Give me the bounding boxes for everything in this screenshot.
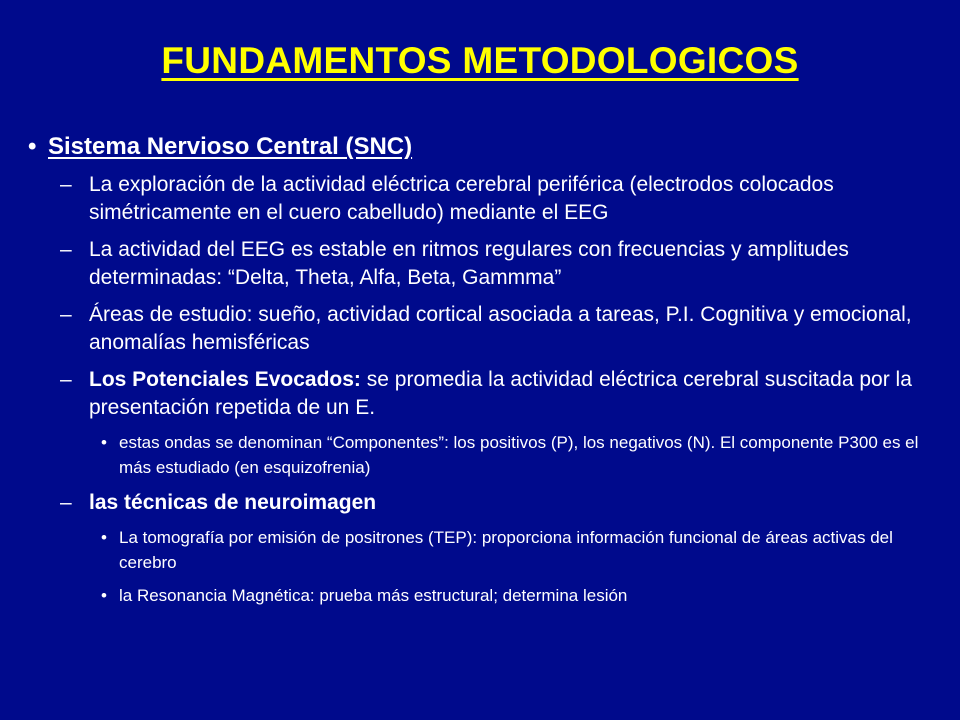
list-item-study-areas (60, 301, 948, 357)
list-item-eeg-rhythms (60, 236, 948, 292)
list-item-text: Áreas de estudio: sueño, actividad cortical asociada a tareas, P.I. Cognitiva y emocional, anomalías hemisféricas (89, 303, 912, 354)
list-item-eeg-exploration (60, 171, 948, 227)
sub-item-components (101, 430, 941, 480)
list-item-rest-text: se promedia la actividad eléctrica cerebral suscitada por la presentación repetida de un E. (89, 368, 912, 419)
dash-marker: – (60, 173, 72, 196)
slide-title: FUNDAMENTOS METODOLOGICOS (161, 40, 799, 81)
heading-bullet-item (28, 132, 948, 162)
list-item-text (89, 366, 948, 422)
bullet-marker: • (28, 133, 37, 160)
section-heading: Sistema Nervioso Central (SNC) (48, 133, 413, 160)
bold-term: Los Potenciales Evocados: (89, 368, 361, 391)
list-item-text: La actividad del EEG es estable en ritmos regulares con frecuencias y amplitudes determinadas: “Delta, Theta, Alfa, Beta, Gammma” (89, 238, 849, 289)
dash-marker: – (60, 368, 72, 391)
sub-item-tep (101, 525, 941, 575)
bullet-marker: • (101, 528, 107, 547)
list-item-neuroimaging (60, 489, 948, 517)
dash-marker: – (60, 491, 72, 514)
list-item-text (89, 489, 948, 517)
list-item-evoked-potentials (60, 366, 948, 422)
sub-item-text: estas ondas se denominan “Componentes”: los positivos (P), los negativos (N). El componente P300 es el más estudiado (en esquizofrenia) (119, 433, 919, 477)
dash-marker: – (60, 238, 72, 261)
sub-item-text: La tomografía por emisión de positrones (TEP): proporciona información funcional de áreas activas del cerebro (119, 528, 893, 572)
sub-item-text: la Resonancia Magnética: prueba más estructural; determina lesión (119, 586, 628, 605)
bullet-marker: • (101, 433, 107, 452)
sub-item-mri (101, 583, 941, 608)
bullet-marker: • (101, 586, 107, 605)
dash-marker: – (60, 303, 72, 326)
list-item-text: La exploración de la actividad eléctrica cerebral periférica (electrodos colocados simétricamente en el cuero cabelludo) mediante el EEG (89, 173, 834, 224)
slide-content (28, 132, 948, 608)
bold-term: las técnicas de neuroimagen (89, 491, 377, 514)
